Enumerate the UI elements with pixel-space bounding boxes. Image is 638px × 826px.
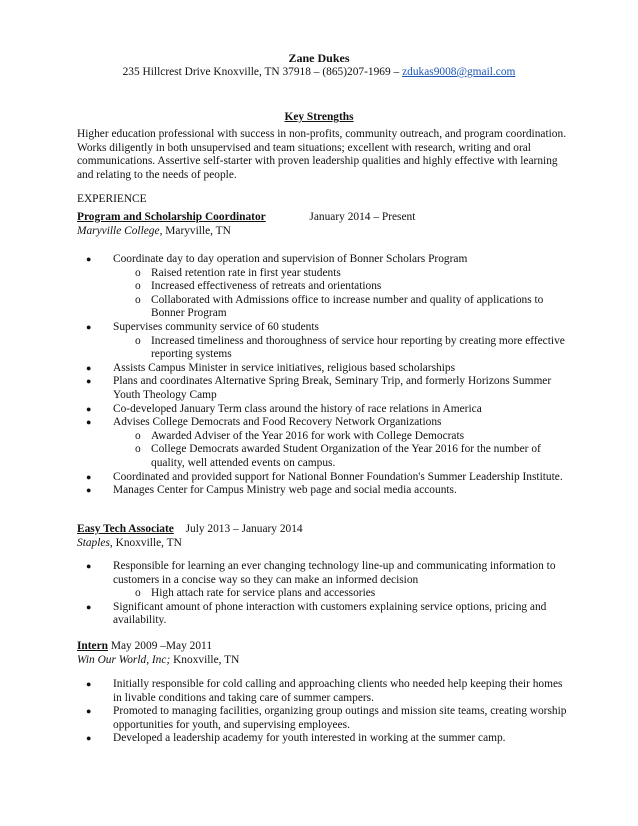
list-item xyxy=(77,484,567,498)
list-item xyxy=(113,294,567,321)
sub-bullet-icon: o xyxy=(135,429,141,442)
bullet-text: Plans and coordinates Alternative Spring Break, Seminary Trip, and formerly Horizons Summer Youth Theology Camp xyxy=(113,375,552,401)
sub-bullet-text: Increased timeliness and thoroughness of service hour reporting by creating more effective reporting systems xyxy=(151,334,565,361)
sub-bullet-list xyxy=(113,267,567,321)
list-item xyxy=(113,443,567,470)
list-item xyxy=(77,471,567,485)
list-item xyxy=(77,416,567,470)
bullet-icon: ● xyxy=(86,321,92,332)
job-bullet-list xyxy=(77,560,567,628)
bullet-text: Supervises community service of 60 students xyxy=(113,320,319,333)
job-bullet-list xyxy=(77,253,567,498)
sub-bullet-icon: o xyxy=(135,334,141,347)
list-item xyxy=(77,705,567,732)
list-item xyxy=(77,678,567,705)
list-item xyxy=(77,403,567,417)
job-header xyxy=(77,640,212,654)
employer-location: , Maryville, TN xyxy=(159,225,231,237)
sub-bullet-text: High attach rate for service plans and accessories xyxy=(151,587,376,600)
list-item xyxy=(77,560,567,601)
job-header xyxy=(77,523,303,537)
sub-bullet-text: Raised retention rate in first year students xyxy=(151,266,341,279)
sub-bullet-text: College Democrats awarded Student Organization of the Year 2016 for the number of quality, well attended events on campus. xyxy=(151,443,541,469)
key-strengths-summary: Higher education professional with success in non-profits, community outreach, and program coordination. Works diligently in both unsupervised and team situations; excellent with research, writing and oral communications. Assertive self-starter with proven leadership qualities and highly effective with learning and relating to the needs of people. xyxy=(77,128,567,181)
job-title: Intern xyxy=(77,640,109,652)
list-item xyxy=(77,732,567,746)
job-dates: May 2009 –May 2011 xyxy=(110,640,213,652)
sub-bullet-icon: o xyxy=(135,443,141,456)
bullet-text: Developed a leadership academy for youth interested in working at the summer camp. xyxy=(113,732,506,745)
employer-line xyxy=(77,654,239,668)
bullet-text: Promoted to managing facilities, organizing group outings and mission site teams, creating worship opportunities for youth, and supervising employees. xyxy=(113,705,567,731)
candidate-name: Zane Dukes xyxy=(288,51,350,65)
list-item xyxy=(77,253,567,321)
bullet-icon: ● xyxy=(86,706,92,717)
job-title: Program and Scholarship Coordinator xyxy=(77,211,266,223)
sub-bullet-list xyxy=(113,430,567,471)
sub-bullet-icon: o xyxy=(135,266,141,279)
bullet-text: Advises College Democrats and Food Recovery Network Organizations xyxy=(113,416,442,429)
sub-bullet-icon: o xyxy=(135,293,141,306)
bullet-icon: ● xyxy=(86,417,92,428)
employer-line xyxy=(77,537,182,551)
list-item xyxy=(77,321,567,362)
list-item xyxy=(77,601,567,628)
experience-heading: EXPERIENCE xyxy=(77,193,147,205)
employer-location: Knoxville, TN xyxy=(170,654,240,666)
sub-bullet-list xyxy=(113,335,567,362)
list-item xyxy=(77,375,567,402)
bullet-text: Coordinated and provided support for National Bonner Foundation's Summer Leadership Institute. xyxy=(113,470,563,483)
bullet-text: Assists Campus Minister in service initiatives, religious based scholarships xyxy=(113,361,455,374)
employer-location: , Knoxville, TN xyxy=(109,537,182,549)
contact-line xyxy=(0,66,638,80)
list-item xyxy=(113,267,567,281)
job-header xyxy=(77,211,415,225)
sub-bullet-text: Collaborated with Admissions office to increase number and quality of applications to Bonner Program xyxy=(151,293,544,320)
sub-bullet-list xyxy=(113,587,567,601)
bullet-text: Coordinate day to day operation and supervision of Bonner Scholars Program xyxy=(113,253,468,265)
bullet-icon: ● xyxy=(86,471,92,482)
sub-bullet-icon: o xyxy=(135,280,141,293)
employer-name: Win Our World, Inc; xyxy=(77,654,171,666)
bullet-text: Manages Center for Campus Ministry web page and social media accounts. xyxy=(113,484,457,497)
key-strengths-heading: Key Strengths xyxy=(284,111,354,123)
bullet-text: Co-developed January Term class around the history of race relations in America xyxy=(113,402,482,415)
bullet-text: Responsible for learning an ever changing technology line-up and communicating information to customers in a concise way so they can make an informed decision xyxy=(113,560,556,586)
bullet-icon: ● xyxy=(86,254,92,264)
employer-line xyxy=(77,225,231,239)
employer-name: Maryville College xyxy=(77,225,160,237)
bullet-text: Initially responsible for cold calling and approaching clients who needed help keeping their homes in livable conditions and taking care of summer campers. xyxy=(113,678,563,704)
job-dates: July 2013 – January 2014 xyxy=(185,523,303,535)
job-bullet-list xyxy=(77,678,567,746)
job-dates: January 2014 – Present xyxy=(309,211,416,223)
list-item xyxy=(113,335,567,362)
bullet-icon: ● xyxy=(86,362,92,373)
sub-bullet-text: Increased effectiveness of retreats and orientations xyxy=(151,280,382,293)
bullet-icon: ● xyxy=(86,376,92,387)
list-item xyxy=(113,587,567,601)
contact-details: 235 Hillcrest Drive Knoxville, TN 37918 – (865)207-1969 – xyxy=(122,66,403,78)
bullet-icon: ● xyxy=(86,403,92,414)
employer-name: Staples xyxy=(77,537,110,549)
job-title: Easy Tech Associate xyxy=(77,523,174,535)
sub-bullet-text: Awarded Adviser of the Year 2016 for work with College Democrats xyxy=(151,429,465,442)
bullet-icon: ● xyxy=(86,601,92,612)
sub-bullet-icon: o xyxy=(135,587,141,600)
bullet-icon: ● xyxy=(86,561,92,571)
bullet-text: Significant amount of phone interaction with customers explaining service options, pricing and availability. xyxy=(113,600,547,627)
bullet-icon: ● xyxy=(86,485,92,496)
list-item xyxy=(77,362,567,376)
bullet-icon: ● xyxy=(86,679,92,689)
bullet-icon: ● xyxy=(86,733,92,744)
list-item xyxy=(113,430,567,444)
email-link[interactable]: zdukas9008@gmail.com xyxy=(402,66,516,78)
list-item xyxy=(113,280,567,294)
